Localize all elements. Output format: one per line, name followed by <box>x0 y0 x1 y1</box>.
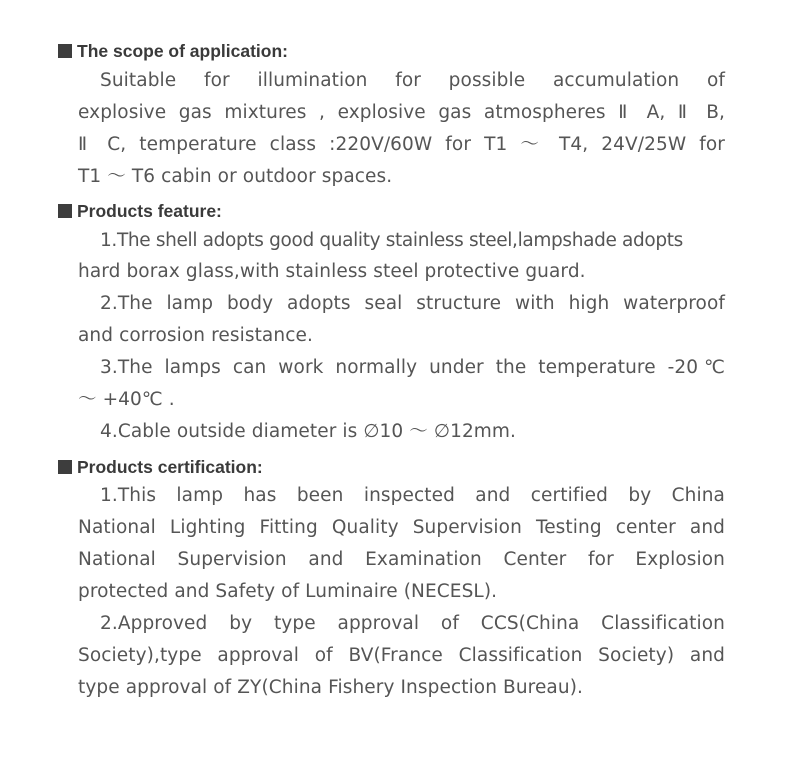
paragraph-line: protected and Safety of Luminaire (NECESL). <box>78 581 498 602</box>
section-heading-certification <box>58 456 263 478</box>
paragraph-line: 3.The lamps can work normally under the temperature -20℃ <box>100 357 725 378</box>
square-bullet-icon <box>58 44 72 58</box>
paragraph-line: 1.The shell adopts good quality stainless steel,lampshade adopts <box>100 230 683 251</box>
paragraph-line: Society),type approval of BV(France Classification Society) and <box>78 645 725 666</box>
paragraph-line: hard borax glass,with stainless steel protective guard. <box>78 261 586 282</box>
paragraph-line: National Lighting Fitting Quality Supervision Testing center and <box>78 517 725 538</box>
paragraph-line: 1.This lamp has been inspected and certified by China <box>100 485 725 506</box>
paragraph-line: explosive gas mixtures , explosive gas atmospheres Ⅱ A, Ⅱ B, <box>78 102 725 123</box>
paragraph-line: 2.Approved by type approval of CCS(China Classification <box>100 613 725 634</box>
paragraph-line: ～ +40℃ . <box>78 389 175 410</box>
section-heading-feature <box>58 200 222 222</box>
paragraph-line: 4.Cable outside diameter is ∅10 ～ ∅12mm. <box>100 421 517 442</box>
paragraph-line: National Supervision and Examination Center for Explosion <box>78 549 725 570</box>
square-bullet-icon <box>58 204 72 218</box>
paragraph-line: 2.The lamp body adopts seal structure with high waterproof <box>100 293 725 314</box>
paragraph-line: T1 ～ T6 cabin or outdoor spaces. <box>78 166 393 187</box>
square-bullet-icon <box>58 460 72 474</box>
heading-text: The scope of application: <box>77 40 288 61</box>
paragraph-line: type approval of ZY(China Fishery Inspection Bureau). <box>78 677 583 698</box>
paragraph-line: Suitable for illumination for possible accumulation of <box>100 70 725 91</box>
heading-text: Products feature: <box>77 200 222 221</box>
section-heading-scope <box>58 40 288 62</box>
paragraph-line: Ⅱ C, temperature class :220V/60W for T1 ～ T4, 24V/25W for <box>78 134 725 155</box>
paragraph-line: and corrosion resistance. <box>78 325 313 346</box>
heading-text: Products certification: <box>77 456 263 477</box>
